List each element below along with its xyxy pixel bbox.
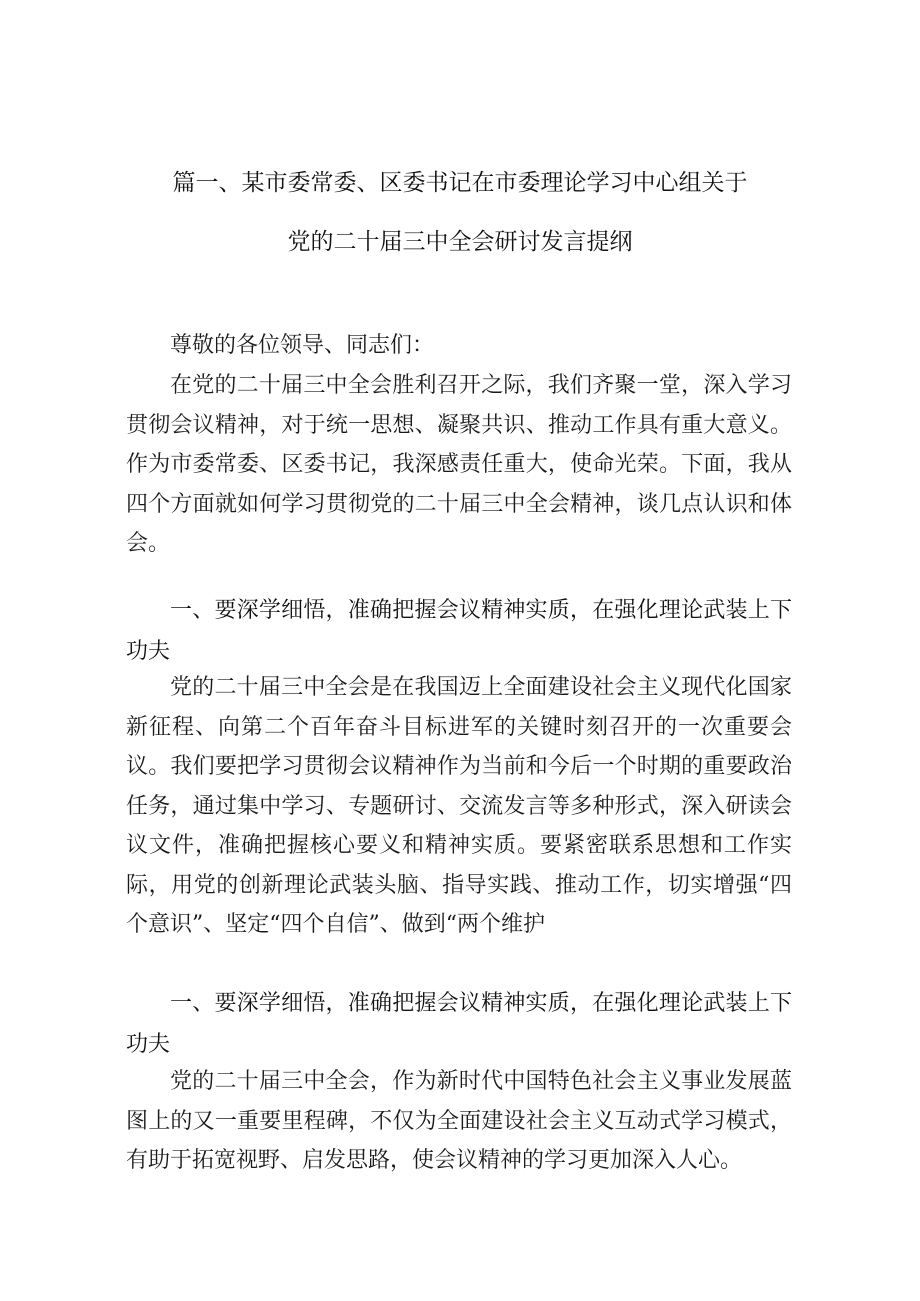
section-heading-1: 一、要深学细悟，准确把握会议精神实质，在强化理论武装上下功夫 [126,598,792,664]
paragraph-intro: 在党的二十届三中全会胜利召开之际，我们齐聚一堂，深入学习贯彻会议精神，对于统一思想、凝聚共识、推动工作具有重大意义。作为市委常委、区委书记，我深感责任重大，使命光荣。下面，我从四个方面就如何学习贯彻党的二十届三中全会精神，谈几点认识和体会。 [126,373,792,556]
paragraph-section-1: 党的二十届三中全会是在我国迈上全面建设社会主义现代化国家新征程、向第二个百年奋斗目标进军的关键时刻召开的一次重要会议。我们要把学习贯彻会议精神作为当前和今后一个时期的重要政治任务，通过集中学习、专题研讨、交流发言等多种形式，深入研读会议文件，准确把握核心要义和精神实质。要紧密联系思想和工作实际，用党的创新理论武装头脑、指导实践、推动工作，切实增强“四个意识”、坚定“四个自信”、做到“两个维护 [126,675,792,937]
document-title-line-1: 篇一、某市委常委、区委书记在市委理论学习中心组关于 [172,170,748,196]
section-heading-2: 一、要深学细悟，准确把握会议精神实质，在强化理论武装上下功夫 [126,991,792,1057]
salutation: 尊敬的各位领导、同志们： [170,333,435,358]
paragraph-section-2: 党的二十届三中全会，作为新时代中国特色社会主义事业发展蓝图上的又一重要里程碑，不仅为全面建设社会主义互动式学习模式，有助于拓宽视野、启发思路，使会议精神的学习更加深入人心。 [126,1069,792,1173]
document-title-line-2: 党的二十届三中全会研讨发言提纲 [287,229,633,255]
